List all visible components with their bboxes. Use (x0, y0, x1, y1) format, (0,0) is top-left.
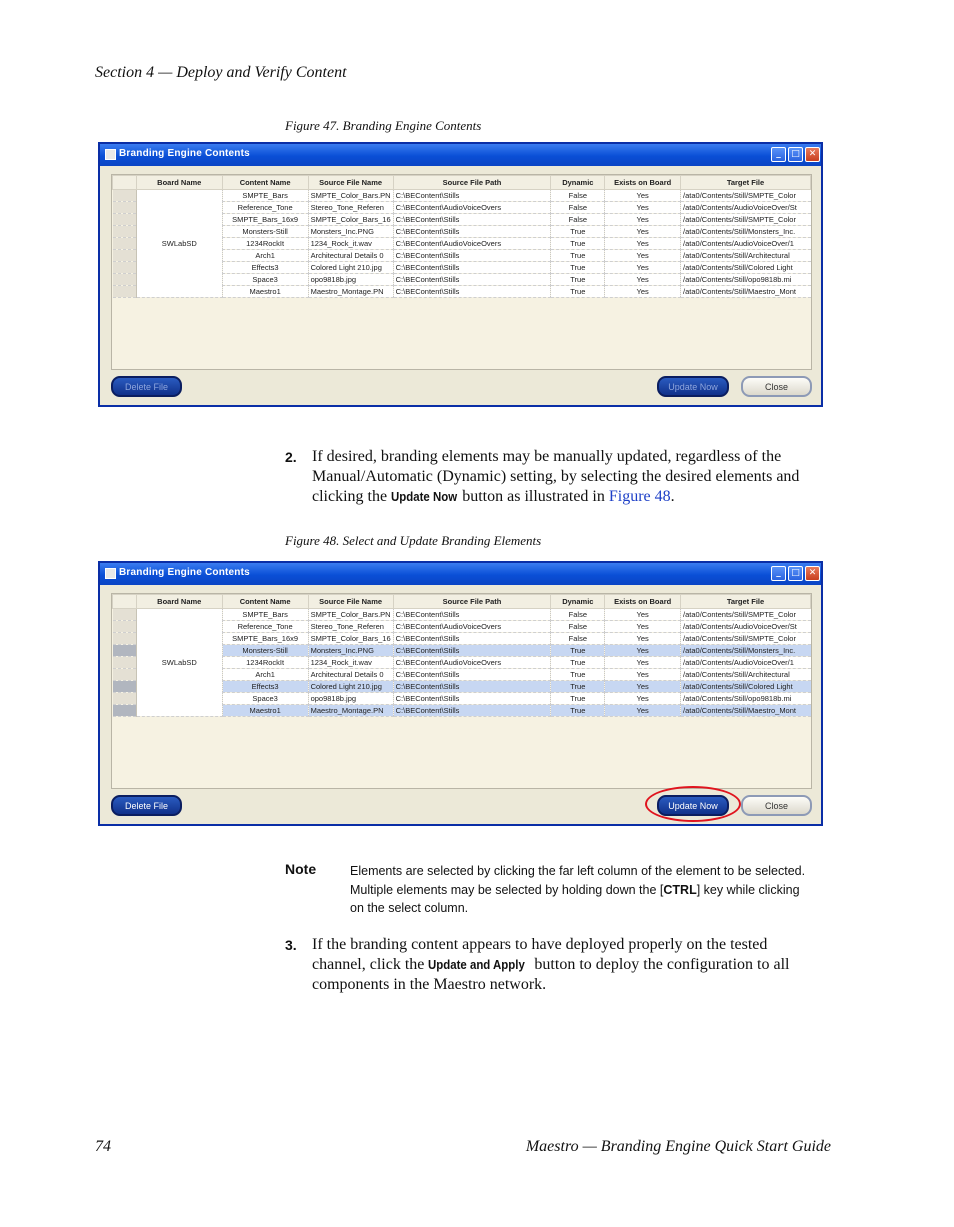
cell-target: /ata0/Contents/Still/Colored Light (681, 262, 811, 274)
row-select-cell[interactable] (113, 202, 137, 214)
column-header[interactable]: Board Name (136, 176, 222, 190)
cell-source: SMPTE_Color_Bars.PN (308, 609, 393, 621)
figure-48-link[interactable]: Figure 48 (608, 488, 671, 505)
cell-path: C:\BEContent\Stills (393, 609, 551, 621)
row-select-cell[interactable] (113, 190, 137, 202)
cell-content: Arch1 (222, 669, 308, 681)
row-select-cell[interactable] (113, 633, 137, 645)
close-window-button[interactable]: ✕ (805, 566, 820, 581)
column-header[interactable]: Source File Path (393, 176, 551, 190)
cell-dynamic: False (551, 609, 605, 621)
title-bar[interactable] (100, 144, 821, 166)
step-number: 3. (285, 937, 297, 953)
figure-48-caption: Figure 48. Select and Update Branding Elements (285, 533, 542, 548)
cell-dynamic: True (551, 669, 605, 681)
cell-dynamic: False (551, 633, 605, 645)
app-icon (105, 149, 116, 160)
cell-dynamic: True (551, 286, 605, 298)
cell-dynamic: True (551, 645, 605, 657)
close-window-button[interactable]: ✕ (805, 147, 820, 162)
cell-target: /ata0/Contents/Still/Maestro_Mont (681, 286, 811, 298)
row-select-cell[interactable] (113, 669, 137, 681)
cell-exists: Yes (605, 609, 681, 621)
cell-dynamic: True (551, 681, 605, 693)
cell-dynamic: True (551, 705, 605, 717)
cell-path: C:\BEContent\AudioVoiceOvers (393, 657, 551, 669)
cell-dynamic: False (551, 202, 605, 214)
cell-target: /ata0/Contents/Still/Maestro_Mont (681, 705, 811, 717)
cell-path: C:\BEContent\AudioVoiceOvers (393, 621, 551, 633)
cell-target: /ata0/Contents/Still/SMPTE_Color (681, 633, 811, 645)
cell-content: SMPTE_Bars (222, 190, 308, 202)
column-header[interactable]: Exists on Board (605, 595, 681, 609)
column-header[interactable]: Target File (681, 595, 811, 609)
cell-dynamic: False (551, 214, 605, 226)
cell-exists: Yes (605, 250, 681, 262)
cell-target: /ata0/Contents/Still/Monsters_Inc. (681, 226, 811, 238)
board-name-cell: SWLabSD (136, 190, 222, 298)
cell-source: Monsters_Inc.PNG (308, 645, 393, 657)
step-text: If desired, branding elements may be manually updated, regardless of the Manual/Automatic (Dynamic) setting, by selecting the desired elements and clicking the Update Now button as illustrated in Figure 48. (312, 448, 800, 505)
row-select-cell[interactable] (113, 705, 137, 717)
app-icon (105, 568, 116, 579)
cell-dynamic: True (551, 262, 605, 274)
cell-exists: Yes (605, 238, 681, 250)
cell-target: /ata0/Contents/AudioVoiceOver/St (681, 202, 811, 214)
cell-path: C:\BEContent\Stills (393, 262, 551, 274)
cell-source: Maestro_Montage.PN (308, 286, 393, 298)
cell-exists: Yes (605, 657, 681, 669)
cell-path: C:\BEContent\Stills (393, 274, 551, 286)
cell-exists: Yes (605, 202, 681, 214)
cell-target: /ata0/Contents/Still/Architectural (681, 250, 811, 262)
cell-dynamic: False (551, 190, 605, 202)
contents-table (112, 175, 811, 298)
cell-path: C:\BEContent\Stills (393, 705, 551, 717)
cell-target: /ata0/Contents/Still/opo9818b.mi (681, 693, 811, 705)
cell-path: C:\BEContent\Stills (393, 226, 551, 238)
branding-engine-dialog-fig48 (98, 561, 823, 826)
cell-exists: Yes (605, 621, 681, 633)
cell-source: Architectural Details 0 (308, 250, 393, 262)
cell-target: /ata0/Contents/Still/SMPTE_Color (681, 190, 811, 202)
highlight-circle (645, 786, 741, 822)
cell-content: Effects3 (222, 262, 308, 274)
row-select-cell[interactable] (113, 286, 137, 298)
contents-grid[interactable] (111, 174, 812, 370)
cell-dynamic: True (551, 238, 605, 250)
ctrl-key: CTRL (663, 882, 697, 897)
close-button[interactable]: Close (741, 376, 812, 397)
cell-source: Architectural Details 0 (308, 669, 393, 681)
cell-exists: Yes (605, 669, 681, 681)
close-button[interactable]: Close (741, 795, 812, 816)
column-header[interactable]: Content Name (222, 595, 308, 609)
cell-source: Colored Light 210.jpg (308, 262, 393, 274)
cell-target: /ata0/Contents/Still/Architectural (681, 669, 811, 681)
cell-path: C:\BEContent\Stills (393, 681, 551, 693)
cell-source: opo9818b.jpg (308, 274, 393, 286)
column-header[interactable]: Board Name (136, 595, 222, 609)
minimize-button[interactable]: _ (771, 566, 786, 581)
select-column-header (113, 595, 137, 609)
maximize-button[interactable]: □ (788, 147, 803, 162)
column-header[interactable]: Source File Name (308, 595, 393, 609)
cell-content: Effects3 (222, 681, 308, 693)
cell-target: /ata0/Contents/AudioVoiceOver/St (681, 621, 811, 633)
cell-path: C:\BEContent\AudioVoiceOvers (393, 202, 551, 214)
cell-source: SMPTE_Color_Bars.PN (308, 190, 393, 202)
cell-content: Space3 (222, 274, 308, 286)
cell-content: Space3 (222, 693, 308, 705)
ui-term: Update Now (391, 489, 458, 504)
cell-path: C:\BEContent\Stills (393, 286, 551, 298)
cell-content: Maestro1 (222, 705, 308, 717)
cell-source: opo9818b.jpg (308, 693, 393, 705)
cell-path: C:\BEContent\Stills (393, 645, 551, 657)
cell-exists: Yes (605, 286, 681, 298)
cell-content: Maestro1 (222, 286, 308, 298)
cell-source: 1234_Rock_it.wav (308, 657, 393, 669)
cell-path: C:\BEContent\Stills (393, 214, 551, 226)
cell-target: /ata0/Contents/Still/opo9818b.mi (681, 274, 811, 286)
cell-content: Reference_Tone (222, 621, 308, 633)
dialog-title: Branding Engine Contents (119, 567, 250, 578)
cell-source: 1234_Rock_it.wav (308, 238, 393, 250)
cell-target: /ata0/Contents/AudioVoiceOver/1 (681, 238, 811, 250)
cell-path: C:\BEContent\Stills (393, 250, 551, 262)
contents-table (112, 594, 811, 717)
cell-exists: Yes (605, 262, 681, 274)
cell-path: C:\BEContent\AudioVoiceOvers (393, 238, 551, 250)
row-select-cell[interactable] (113, 262, 137, 274)
cell-target: /ata0/Contents/Still/Colored Light (681, 681, 811, 693)
column-header[interactable]: Dynamic (551, 595, 605, 609)
cell-source: Monsters_Inc.PNG (308, 226, 393, 238)
cell-exists: Yes (605, 705, 681, 717)
row-select-cell[interactable] (113, 274, 137, 286)
cell-source: Colored Light 210.jpg (308, 681, 393, 693)
cell-content: 1234RockIt (222, 238, 308, 250)
step-text: If the branding content appears to have deployed properly on the tested channel, click the Update and Apply button to deploy the configuration to all components in the Maestro network. (312, 936, 790, 993)
dialog-title: Branding Engine Contents (119, 148, 250, 159)
title-bar[interactable] (100, 563, 821, 585)
row-select-cell[interactable] (113, 693, 137, 705)
cell-content: SMPTE_Bars_16x9 (222, 633, 308, 645)
update-now-button[interactable]: Update Now (657, 795, 729, 816)
row-select-cell[interactable] (113, 645, 137, 657)
cell-content: SMPTE_Bars_16x9 (222, 214, 308, 226)
cell-target: /ata0/Contents/Still/Monsters_Inc. (681, 645, 811, 657)
maximize-button[interactable]: □ (788, 566, 803, 581)
cell-path: C:\BEContent\Stills (393, 190, 551, 202)
cell-exists: Yes (605, 214, 681, 226)
cell-path: C:\BEContent\Stills (393, 669, 551, 681)
row-select-cell[interactable] (113, 609, 137, 621)
section-header: Section 4 — Deploy and Verify Content (95, 64, 347, 81)
cell-content: Reference_Tone (222, 202, 308, 214)
column-header[interactable]: Content Name (222, 176, 308, 190)
minimize-button[interactable]: _ (771, 147, 786, 162)
row-select-cell[interactable] (113, 681, 137, 693)
cell-target: /ata0/Contents/Still/SMPTE_Color (681, 609, 811, 621)
cell-exists: Yes (605, 681, 681, 693)
cell-path: C:\BEContent\Stills (393, 693, 551, 705)
note-text: Elements are selected by clicking the far left column of the element to be selected. Multiple elements may be selected by holding down the [CTRL] key while clicking on the select column. (350, 864, 806, 915)
cell-source: Stereo_Tone_Referen (308, 202, 393, 214)
branding-engine-dialog-fig47 (98, 142, 823, 407)
cell-dynamic: True (551, 250, 605, 262)
cell-content: Arch1 (222, 250, 308, 262)
row-select-cell[interactable] (113, 657, 137, 669)
cell-content: Monsters-Still (222, 226, 308, 238)
select-column-header (113, 176, 137, 190)
cell-path: C:\BEContent\Stills (393, 633, 551, 645)
cell-content: 1234RockIt (222, 657, 308, 669)
row-select-cell[interactable] (113, 238, 137, 250)
board-name-cell: SWLabSD (136, 609, 222, 717)
column-header[interactable]: Source File Name (308, 176, 393, 190)
cell-exists: Yes (605, 645, 681, 657)
ui-term: Update and Apply (428, 957, 526, 972)
cell-exists: Yes (605, 190, 681, 202)
figure-47-caption: Figure 47. Branding Engine Contents (285, 118, 482, 133)
cell-source: Stereo_Tone_Referen (308, 621, 393, 633)
row-select-cell[interactable] (113, 250, 137, 262)
row-select-cell[interactable] (113, 214, 137, 226)
row-select-cell[interactable] (113, 226, 137, 238)
column-header[interactable]: Dynamic (551, 176, 605, 190)
delete-file-button[interactable]: Delete File (111, 795, 182, 816)
cell-dynamic: True (551, 657, 605, 669)
step-number: 2. (285, 449, 297, 465)
cell-target: /ata0/Contents/AudioVoiceOver/1 (681, 657, 811, 669)
cell-content: SMPTE_Bars (222, 609, 308, 621)
column-header[interactable]: Exists on Board (605, 176, 681, 190)
note-label: Note (285, 861, 317, 877)
page-number: 74 (95, 1138, 111, 1155)
cell-content: Monsters-Still (222, 645, 308, 657)
contents-grid[interactable] (111, 593, 812, 789)
table-row[interactable] (113, 190, 811, 202)
cell-exists: Yes (605, 693, 681, 705)
cell-target: /ata0/Contents/Still/SMPTE_Color (681, 214, 811, 226)
guide-title: Maestro — Branding Engine Quick Start Guide (525, 1138, 831, 1155)
cell-exists: Yes (605, 633, 681, 645)
cell-dynamic: True (551, 226, 605, 238)
cell-dynamic: False (551, 621, 605, 633)
cell-exists: Yes (605, 226, 681, 238)
cell-dynamic: True (551, 693, 605, 705)
cell-source: Maestro_Montage.PN (308, 705, 393, 717)
cell-dynamic: True (551, 274, 605, 286)
cell-source: SMPTE_Color_Bars_16 (308, 214, 393, 226)
delete-file-button[interactable]: Delete File (111, 376, 182, 397)
row-select-cell[interactable] (113, 621, 137, 633)
table-row[interactable] (113, 609, 811, 621)
cell-exists: Yes (605, 274, 681, 286)
cell-source: SMPTE_Color_Bars_16 (308, 633, 393, 645)
column-header[interactable]: Source File Path (393, 595, 551, 609)
column-header[interactable]: Target File (681, 176, 811, 190)
update-now-button[interactable]: Update Now (657, 376, 729, 397)
